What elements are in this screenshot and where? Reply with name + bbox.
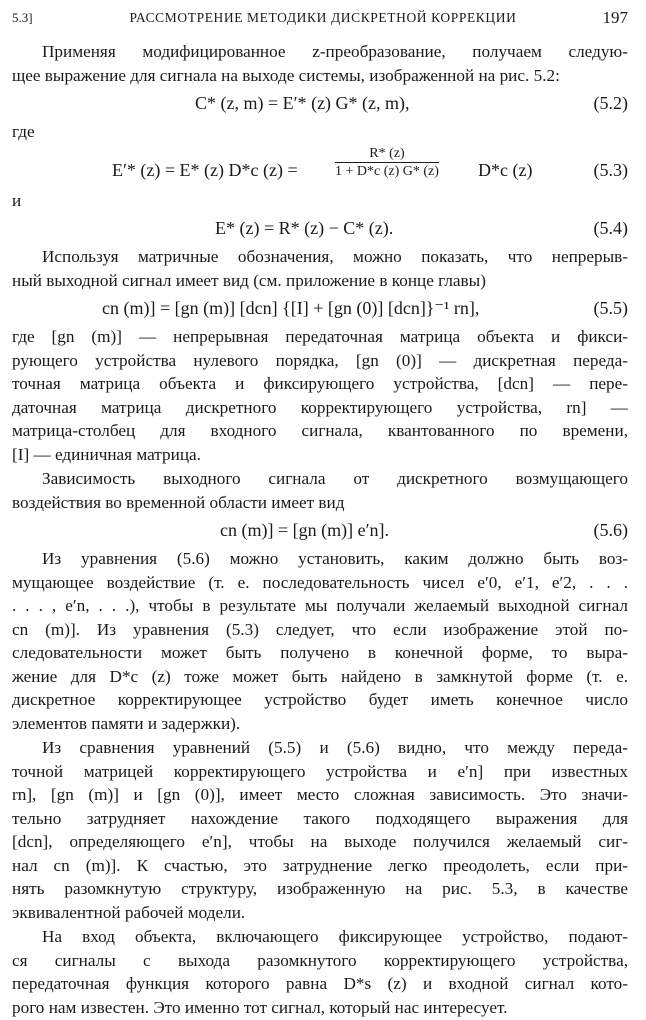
text-line: следовательности может быть получено в конечной форме, то выра- — [12, 643, 628, 662]
text-line: жение для D*c (z) тоже может быть найдено в замкнутой форме (т. е. — [12, 666, 628, 686]
text-line: точной матрицей корректирующего устройства и e′n] при известных — [12, 761, 628, 781]
text-line: воздействия во временной области имеет вид — [12, 492, 345, 512]
equation-expression: cn (m)] = [gn (m)] [dcn] {[I] + [gn (0)] [dcn]}⁻¹ rn], — [102, 298, 480, 318]
text-line: точная матрица объекта и фиксирующего устройства, [dcn] — пере- — [12, 374, 628, 393]
text-line: Из сравнения уравнений (5.5) и (5.6) видно, что между переда- — [42, 738, 628, 757]
text-line: нал cn (m)]. К счастью, это затруднение легко преодолеть, если при- — [12, 855, 628, 875]
equation-expression: C* (z, m) = E′* (z) G* (z, m), — [195, 93, 410, 113]
text-line: нять разомкнутую структуру, изображенную на рис. 5.3, в качестве — [12, 879, 628, 898]
running-title: РАССМОТРЕНИЕ МЕТОДИКИ ДИСКРЕТНОЙ КОРРЕКЦИИ — [129, 10, 517, 25]
fraction-denominator: 1 + D*c (z) G* (z) — [335, 163, 439, 179]
equation-5-5 — [12, 293, 628, 323]
section-number: 5.3] — [12, 10, 33, 25]
text-line: матрица-столбец для входного сигнала, квантованного по времени, — [12, 421, 628, 440]
text-line: и — [12, 190, 22, 210]
equation-fraction — [335, 145, 439, 180]
text-line: cn (m)]. Из уравнения (5.3) следует, что если изображение этой по- — [12, 619, 628, 639]
text-line: Используя матричные обозначения, можно показать, что непрерыв- — [42, 247, 628, 266]
text-line: где [gn (m)] — непрерывная передаточная матрица объекта и фикси- — [12, 327, 628, 346]
equation-number: (5.2) — [593, 93, 628, 113]
text-line: Зависимость выходного сигнала от дискретного возмущающего — [42, 469, 628, 488]
equation-5-3 — [12, 145, 628, 185]
equation-rhs: D*c (z) — [478, 159, 533, 180]
text-line: На вход объекта, включающего фиксирующее устройство, подают- — [42, 927, 628, 946]
page-number: 197 — [602, 8, 628, 27]
text-line: [dcn], определяющего e′n], чтобы на выходе получился желаемый сиг- — [12, 832, 628, 851]
equation-expression: E* (z) = R* (z) − C* (z). — [215, 218, 394, 238]
text-line: щее выражение для сигнала на выходе системы, изображенной на рис. 5.2: — [12, 65, 560, 85]
equation-number: (5.4) — [593, 218, 628, 238]
text-line: тельно затрудняет нахождение такого подходящего выражения для — [12, 808, 628, 828]
equation-expression: cn (m)] = [gn (m)] e′n]. — [220, 520, 390, 540]
text-line: rn], [gn (m)] и [gn (0)], имеет место сложная зависимость. Это значи- — [12, 785, 628, 804]
text-line: ный выходной сигнал имеет вид (см. приложение в конце главы) — [12, 270, 486, 290]
equation-number: (5.6) — [593, 520, 628, 540]
text-line: [I] — единичная матрица. — [12, 444, 201, 464]
equation-5-2 — [12, 88, 628, 118]
equation-5-4 — [12, 213, 628, 243]
text-line: Из уравнения (5.6) можно установить, каким должно быть воз- — [42, 549, 628, 568]
text-line: передаточная функция которого равна D*s (z) и входной сигнал кото- — [12, 974, 628, 993]
text-line: Применяя модифицированное z-преобразование, получаем следую- — [42, 42, 628, 61]
text-line: рующего устройства нулевого порядка, [gn (0)] — дискретная переда- — [12, 350, 628, 370]
equation-number: (5.5) — [593, 298, 628, 318]
running-header — [0, 8, 646, 30]
text-line: элементов памяти и задержки). — [12, 713, 241, 733]
text-line: где — [12, 122, 35, 141]
equation-5-6 — [12, 515, 628, 545]
text-line: . . . , e′n, . . .), чтобы в результате мы получали желаемый выходной сигнал — [12, 596, 628, 615]
text-line: эквивалентной рабочей модели. — [12, 902, 246, 922]
equation-lhs: E′* (z) = E* (z) D*c (z) = — [112, 159, 298, 180]
text-line: даточная матрица дискретного корректирующего устройства, rn] — — [12, 397, 628, 417]
text-line: ся сигналы с выхода разомкнутого корректирующего устройства, — [12, 950, 628, 970]
equation-number: (5.3) — [593, 159, 628, 180]
text-line: мущающее воздействие (т. е. последовательность чисел e′0, e′1, e′2, . . . — [12, 572, 628, 592]
text-line: дискретное корректирующее устройство будет иметь конечное число — [12, 690, 628, 709]
text-line: рого нам известен. Это именно тот сигнал, который нас интересует. — [12, 997, 508, 1017]
fraction-numerator: R* (z) — [335, 145, 439, 163]
